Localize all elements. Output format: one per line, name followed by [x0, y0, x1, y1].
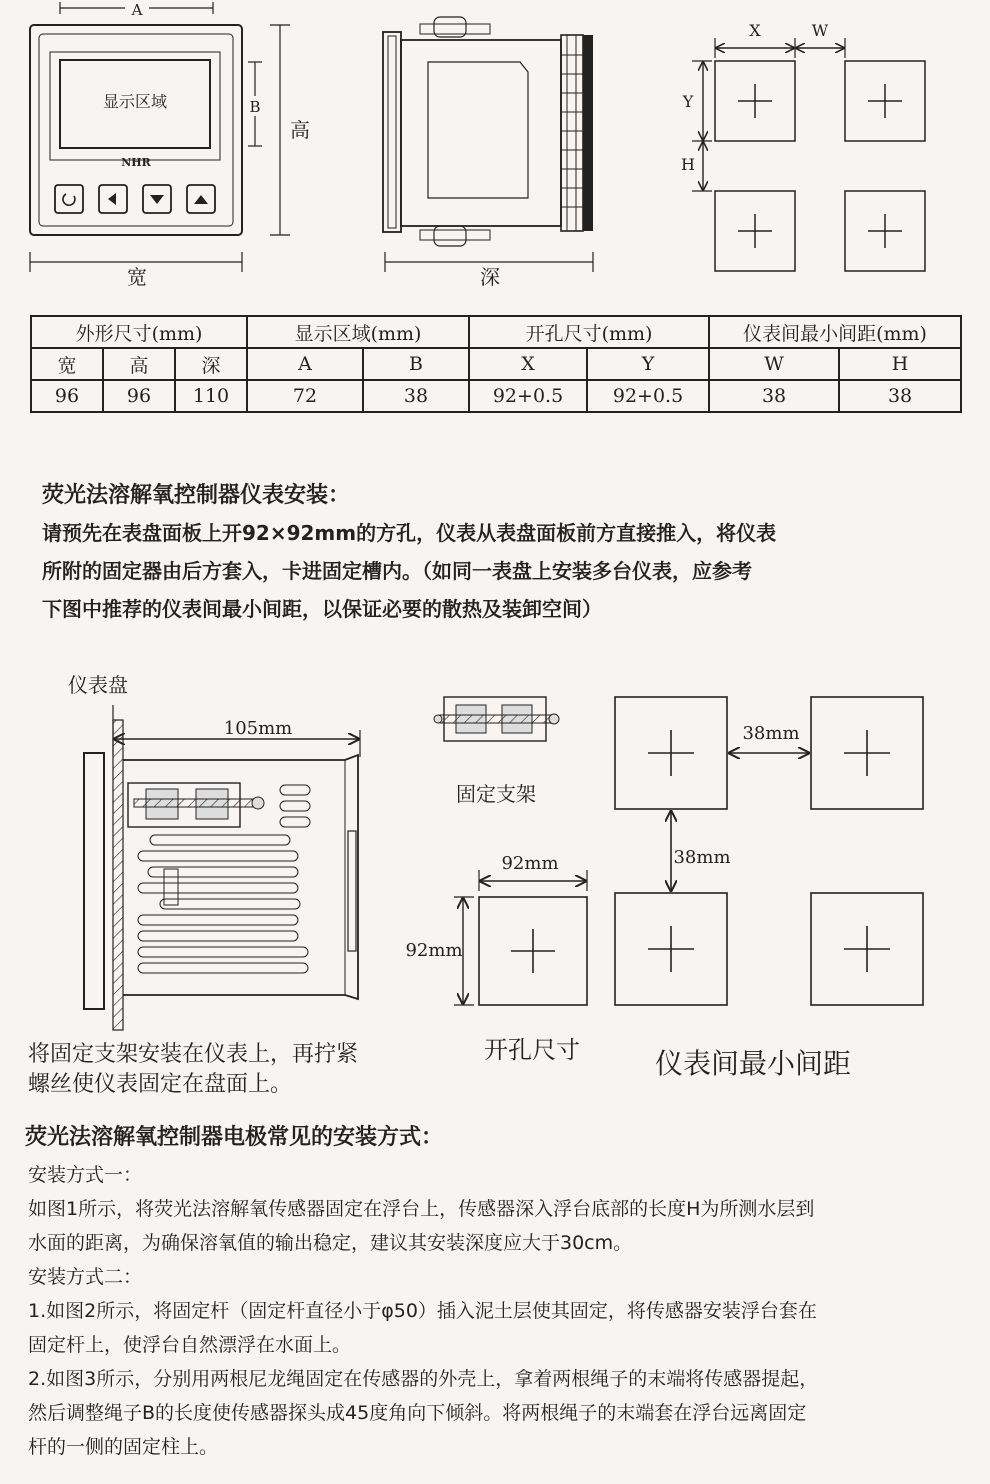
label-b: B — [249, 98, 261, 116]
front-view — [30, 0, 310, 289]
electrode-text — [28, 1158, 978, 1464]
left-icon — [108, 193, 116, 205]
group-spacing: 仪表间最小间距(mm) — [709, 316, 961, 348]
table-header-row — [31, 348, 961, 380]
cutout-caption: 开孔尺寸 — [484, 1036, 580, 1064]
side-view — [383, 17, 593, 289]
panel-mount-view — [68, 673, 360, 1030]
electrode-line: 固定杆上，使浮台自然漂浮在水面上。 — [28, 1334, 352, 1356]
bracket-caption — [28, 1040, 358, 1100]
electrode-line: 1.如图2所示，将固定杆（固定杆直径小于φ50）插入泥土层使其固定，将传感器安装浮台套在 — [28, 1300, 817, 1322]
cut-92-v: 92mm — [405, 940, 463, 961]
cut-92-h: 92mm — [501, 853, 559, 874]
label-w: W — [811, 21, 829, 40]
dimension-diagram — [0, 0, 990, 300]
electrode-line: 杆的一侧的固定柱上。 — [28, 1436, 219, 1458]
spacing-caption: 仪表间最小间距 — [655, 1047, 852, 1080]
bracket-label: 固定支架 — [456, 782, 536, 806]
table-header: A — [247, 348, 363, 380]
label-y: Y — [682, 92, 694, 111]
table-cell: 92+0.5 — [587, 380, 709, 412]
electrode-line: 安装方式一： — [28, 1164, 143, 1186]
install-title: 荧光法溶解氧控制器仪表安装： — [42, 483, 351, 508]
table-header: H — [839, 348, 961, 380]
nhr-logo: NHR — [121, 156, 151, 169]
bracket-caption-line: 将固定支架安装在仪表上，再拧紧 — [28, 1042, 359, 1067]
label-h: H — [681, 155, 695, 174]
electrode-line: 2.如图3所示，分别用两根尼龙绳固定在传感器的外壳上，拿着两根绳子的末端将传感器提起， — [28, 1368, 819, 1390]
table-cell: 38 — [363, 380, 469, 412]
up-icon — [194, 195, 208, 204]
group-cutout: 开孔尺寸(mm) — [469, 316, 709, 348]
cutout-layout — [681, 21, 925, 271]
bracket-view — [434, 697, 559, 806]
rotate-icon — [63, 194, 75, 205]
install-paragraph — [42, 514, 962, 628]
width-label: 宽 — [127, 265, 147, 289]
table-header: 高 — [103, 348, 175, 380]
table-header: 深 — [175, 348, 247, 380]
gap-38-h: 38mm — [742, 723, 800, 744]
depth-label: 深 — [480, 265, 500, 289]
electrode-line: 安装方式二： — [28, 1266, 143, 1288]
display-area-label: 显示区域 — [102, 92, 168, 111]
spacing-view — [615, 697, 923, 1005]
label-x: X — [749, 21, 761, 40]
group-outline: 外形尺寸(mm) — [31, 316, 247, 348]
label-a: A — [131, 1, 143, 19]
spec-table — [30, 315, 962, 413]
electrode-title: 荧光法溶解氧控制器电极常见的安装方式： — [25, 1125, 444, 1150]
table-header: X — [469, 348, 587, 380]
down-icon — [150, 195, 164, 204]
bracket-caption-line: 螺丝使仪表固定在盘面上。 — [28, 1072, 293, 1097]
gap-38-v: 38mm — [673, 847, 731, 868]
cutout-dimension-view — [405, 853, 587, 1005]
height-label: 高 — [290, 118, 310, 142]
install-line: 所附的固定器由后方套入，卡进固定槽内。（如同一表盘上安装多台仪表，应参考 — [42, 559, 752, 583]
table-header: B — [363, 348, 469, 380]
group-display: 显示区域(mm) — [247, 316, 469, 348]
install-line: 下图中推荐的仪表间最小间距，以保证必要的散热及装卸空间） — [42, 597, 602, 621]
table-header: Y — [587, 348, 709, 380]
table-cell: 92+0.5 — [469, 380, 587, 412]
electrode-line: 如图1所示，将荧光法溶解氧传感器固定在浮台上，传感器深入浮台底部的长度H为所测水层到 — [28, 1198, 815, 1220]
table-group-row — [31, 316, 961, 348]
table-cell: 96 — [31, 380, 103, 412]
table-header: W — [709, 348, 839, 380]
table-cell: 110 — [175, 380, 247, 412]
dim-105: 105mm — [223, 718, 293, 739]
table-cell: 72 — [247, 380, 363, 412]
table-header: 宽 — [31, 348, 103, 380]
electrode-line: 水面的距离，为确保溶氧值的输出稳定，建议其安装深度应大于30cm。 — [28, 1232, 633, 1254]
panel-label: 仪表盘 — [68, 673, 128, 697]
table-cell: 96 — [103, 380, 175, 412]
electrode-line: 然后调整绳子B的长度使传感器探头成45度角向下倾斜。将两根绳子的末端套在浮台远离固定 — [28, 1402, 807, 1424]
table-row — [31, 380, 961, 412]
table-cell: 38 — [709, 380, 839, 412]
table-cell: 38 — [839, 380, 961, 412]
install-line: 请预先在表盘面板上开92×92mm的方孔，仪表从表盘面板前方直接推入，将仪表 — [42, 521, 777, 545]
